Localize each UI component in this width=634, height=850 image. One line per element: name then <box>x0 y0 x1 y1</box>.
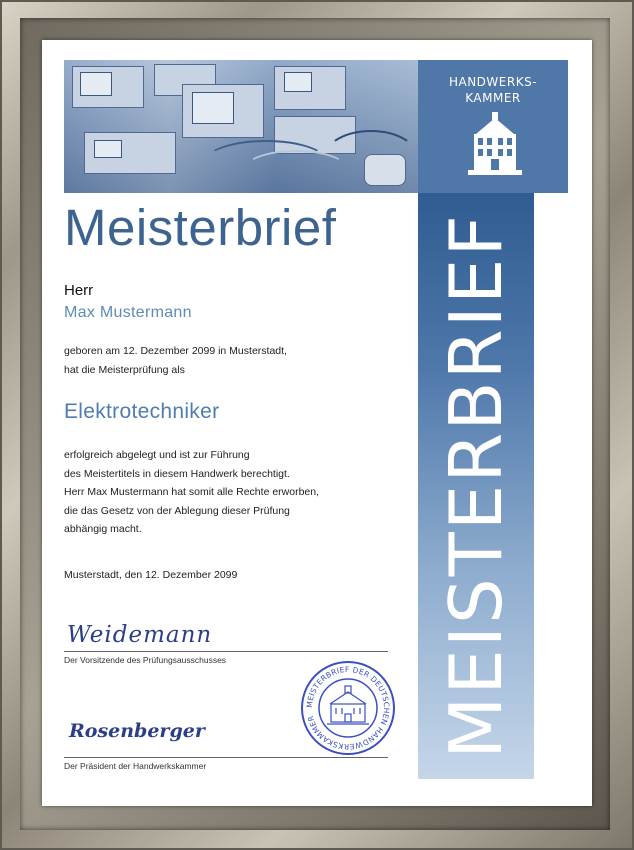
screen-shape <box>80 72 112 96</box>
body-line: abhängig macht. <box>64 523 142 535</box>
vertical-banner <box>418 193 534 779</box>
chamber-logo <box>418 60 568 193</box>
salutation: Herr <box>64 282 94 299</box>
hand-shape <box>364 154 406 186</box>
logo-text: HANDWERKS- KAMMER <box>448 75 538 105</box>
signature-line <box>64 651 388 652</box>
screen-shape <box>192 92 234 124</box>
signature-rosenberger: Rosenberger <box>69 720 205 742</box>
header-banner <box>64 60 568 193</box>
signature1-caption: Der Vorsitzende des Prüfungsausschusses <box>64 655 227 665</box>
page-title: Meisterbrief <box>64 199 337 256</box>
body-line: des Meistertitels in diesem Handwerk berechtigt. <box>64 467 290 480</box>
screen-shape <box>284 72 312 92</box>
svg-text:MEISTERBRIEF DER DEUTSCHEN HAN: MEISTERBRIEF DER DEUTSCHEN HANDWERKSKAMMER <box>304 664 392 752</box>
body-line: Herr Max Mustermann hat somit alle Rechte erworben, <box>64 486 320 498</box>
body-line: die das Gesetz von der Ablegung dieser Prüfung <box>64 504 290 517</box>
intro-text <box>64 342 287 379</box>
profession: Elektrotechniker <box>64 400 220 423</box>
signature2-caption: Der Präsident der Handwerkskammer <box>64 761 207 771</box>
vertical-banner-text: MEISTERBRIEF <box>434 213 518 759</box>
place-date-text: Musterstadt, den 12. Dezember 2099 <box>64 569 238 581</box>
place-date <box>64 566 237 585</box>
body-line: erfolgreich abgelegt und ist zur Führung <box>64 449 250 461</box>
screen-shape <box>94 140 122 158</box>
recipient-name: Max Mustermann <box>64 304 192 321</box>
lab-photo <box>64 60 418 193</box>
signature-weidemann: Weidemann <box>67 622 213 648</box>
body-text <box>64 446 319 539</box>
certificate <box>42 40 592 806</box>
signature-line <box>64 757 388 758</box>
intro-line: geboren am 12. Dezember 2099 in Musterstadt, <box>64 345 287 357</box>
building-icon <box>468 112 522 178</box>
intro-line: hat die Meisterprüfung als <box>64 363 185 376</box>
seal-stamp <box>300 660 396 756</box>
